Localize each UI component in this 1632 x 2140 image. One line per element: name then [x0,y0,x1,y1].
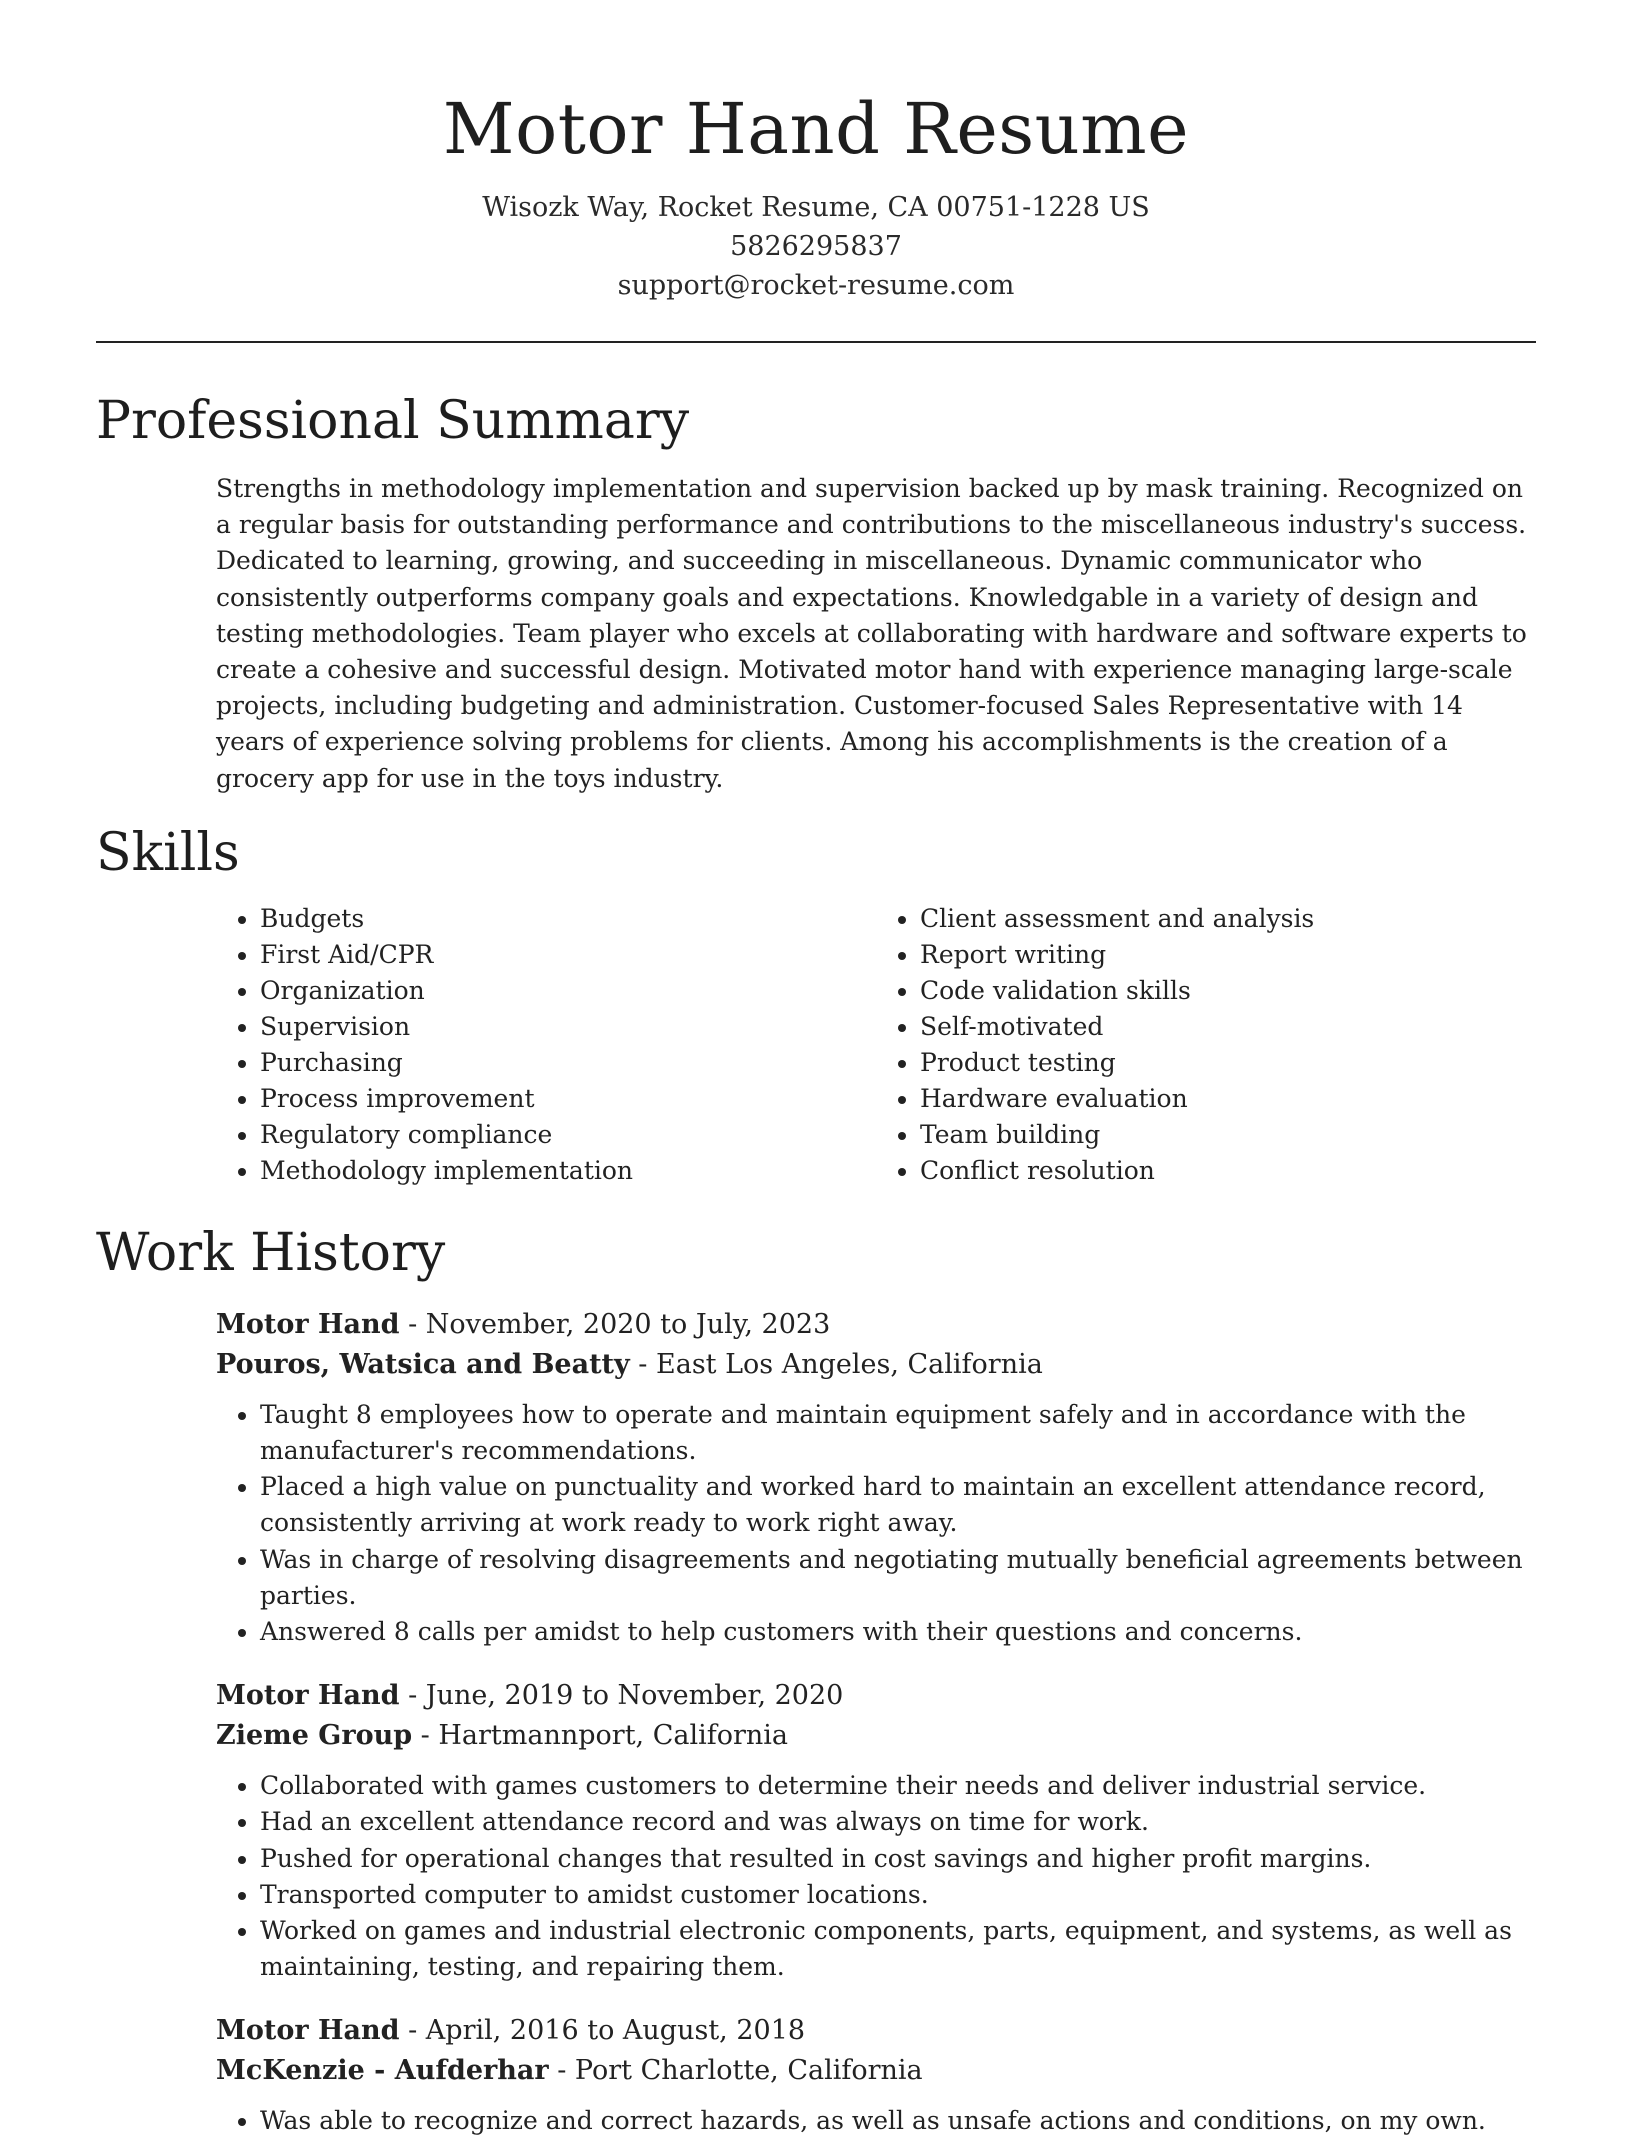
email-line: support@rocket-resume.com [617,270,1015,301]
resume-header [0,0,1632,305]
job-bullet: • Was able to recognize and correct hazards, as well as unsafe actions and conditions, on my own. [260,2103,1536,2139]
skill-item: • Conflict resolution [920,1153,1536,1189]
job-bullet: • Placed a high value on punctuality and worked hard to maintain an excellent attendance record, consistently arriving at work ready to work right away. [260,1469,1536,1541]
summary-section [0,389,1632,797]
skills-section [0,821,1632,1189]
summary-heading: Professional Summary [96,391,690,451]
job-role: Motor Hand [216,1308,400,1340]
skill-item: • Product testing [920,1045,1536,1081]
job-location: - East Los Angeles, California [629,1348,1043,1380]
header-divider [96,341,1536,343]
job-bullet: • Taught 8 employees how to operate and maintain equipment safely and in accordance with the manufacturer's recommendations. [260,1397,1536,1469]
phone-line: 5826295837 [730,231,902,262]
page-title: Motor Hand Resume [442,88,1190,170]
skill-item: • Process improvement [260,1081,876,1117]
job-dates: - November, 2020 to July, 2023 [399,1308,831,1340]
skill-item: • Report writing [920,937,1536,973]
work-heading: Work History [96,1222,446,1283]
skill-item: • Purchasing [260,1045,876,1081]
job-entry [216,1305,1536,1650]
job-bullet: • Collaborated with games customers to determine their needs and deliver industrial service. [260,1768,1536,1804]
contact-block [0,188,1632,305]
skill-item: • Methodology implementation [260,1153,876,1189]
job-company: Zieme Group [216,1720,413,1752]
skills-columns [216,901,1536,1189]
job-entry [216,1676,1536,1985]
job-bullets [216,1768,1536,1985]
job-bullet: • Pushed for operational changes that resulted in cost savings and higher profit margins. [260,1841,1536,1877]
skill-item: • Regulatory compliance [260,1117,876,1153]
skill-item: • Hardware evaluation [920,1081,1536,1117]
job-title-line [216,2011,1536,2051]
work-section [0,1221,1632,2140]
skill-item: • Budgets [260,901,876,937]
job-bullet: • Transported computer to amidst customer locations. [260,1877,1536,1913]
job-bullet: • Was in charge of resolving disagreements and negotiating mutually beneficial agreements between parties. [260,1542,1536,1614]
job-company-line [216,1345,1536,1385]
skill-item: • First Aid/CPR [260,937,876,973]
job-dates: - June, 2019 to November, 2020 [399,1680,844,1712]
skills-list-right [876,901,1536,1189]
job-company-line [216,1716,1536,1756]
job-dates: - April, 2016 to August, 2018 [399,2015,806,2047]
job-role: Motor Hand [216,2015,400,2047]
job-bullets [216,1397,1536,1650]
skill-item: • Client assessment and analysis [920,901,1536,937]
job-company-line [216,2051,1536,2091]
job-title-line [216,1676,1536,1716]
skills-heading: Skills [96,822,240,883]
skill-item: • Code validation skills [920,973,1536,1009]
address-line: Wisozk Way, Rocket Resume, CA 00751-1228 US [482,192,1150,223]
job-location: - Hartmannport, California [412,1720,789,1752]
job-bullet: • Worked on games and industrial electronic components, parts, equipment, and systems, as well as maintaining, testing, and repairing them. [260,1913,1536,1985]
job-company: McKenzie - Aufderhar [216,2055,549,2087]
job-bullets [216,2103,1536,2139]
job-entry [216,2011,1536,2139]
skills-list-left [216,901,876,1189]
job-bullet: • Answered 8 calls per amidst to help customers with their questions and concerns. [260,1614,1536,1650]
job-company: Pouros, Watsica and Beatty [216,1348,630,1380]
job-role: Motor Hand [216,1680,400,1712]
skill-item: • Organization [260,973,876,1009]
skill-item: • Self-motivated [920,1009,1536,1045]
skill-item: • Supervision [260,1009,876,1045]
skill-item: • Team building [920,1117,1536,1153]
job-location: - Port Charlotte, California [548,2055,923,2087]
job-title-line [216,1305,1536,1345]
job-bullet: • Had an excellent attendance record and was always on time for work. [260,1804,1536,1840]
summary-text: Strengths in methodology implementation and supervision backed up by mask training. Recognized on a regular basis for outstanding performance and contributions to the miscellaneous industry's success. Dedicated to learning, growing, and succeeding in miscellaneous. Dynamic communicator who consistently outperforms company goals and expectations. Knowledgable in a variety of design and testing methodologies. Team player who excels at collaborating with hardware and software experts to create a cohesive and successful design. Motivated motor hand with experience managing large-scale projects, including budgeting and administration. Customer-focused Sales Representative with 14 years of experience solving problems for clients. Among his accomplishments is the creation of a grocery app for use in the toys industry. [216,474,1527,793]
